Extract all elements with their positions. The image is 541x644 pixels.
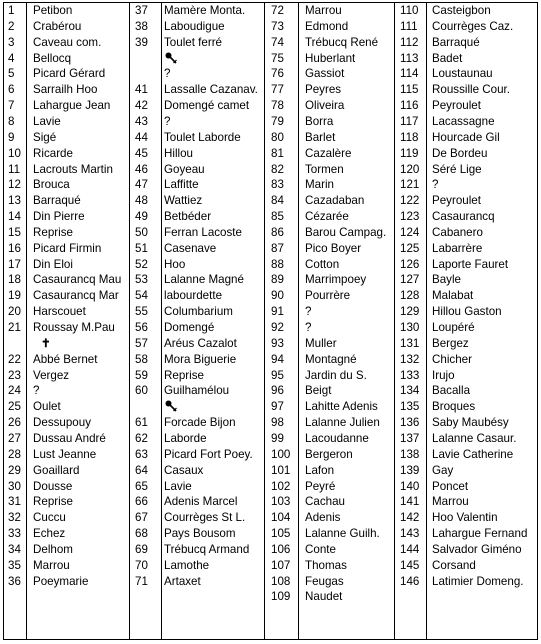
plot-name: Laffitte <box>164 178 199 192</box>
plot-number: 92 <box>271 321 284 334</box>
plot-name: Edmond <box>305 19 349 33</box>
plot-name: Sarrailh Hoo <box>33 83 98 97</box>
plot-number: 55 <box>135 305 148 319</box>
plot-number: 48 <box>135 194 148 208</box>
column-divider <box>298 2 299 640</box>
plot-name: Sigé <box>33 130 57 144</box>
plot-name: Marrou <box>305 4 342 17</box>
plot-number: 142 <box>400 511 420 525</box>
plot-name: Dousse <box>33 479 73 493</box>
plot-name: Poeymarie <box>33 574 89 588</box>
plot-name: Lahitte Adenis <box>305 400 378 414</box>
plot-name: Cuccu <box>33 511 66 525</box>
plot-number: 88 <box>271 257 284 271</box>
plot-number: 86 <box>271 225 284 239</box>
plot-name: Cézarée <box>305 210 349 224</box>
plot-number: 93 <box>271 336 284 350</box>
plot-name: Reprise <box>164 368 204 382</box>
plot-name: Barraqué <box>33 194 81 208</box>
plot-name: Lust Jeanne <box>33 447 97 461</box>
plot-number: 113 <box>400 51 419 65</box>
plot-number: 59 <box>135 368 148 382</box>
plot-name: Brouca <box>33 178 70 192</box>
plot-number: 10 <box>8 146 21 160</box>
plot-name: Toulet ferré <box>164 35 222 49</box>
plot-number: 128 <box>400 289 420 303</box>
plot-name: Wattiez <box>164 194 203 208</box>
plot-number: 18 <box>8 273 21 287</box>
plot-name: Mora Biguerie <box>164 352 237 366</box>
plot-number: 58 <box>135 352 148 366</box>
plot-name: Hillou <box>164 146 193 160</box>
plot-number: 12 <box>8 178 21 192</box>
plot-number: 112 <box>400 35 419 49</box>
plot-name: Goyeau <box>164 162 205 176</box>
plot-number: 16 <box>8 241 21 255</box>
plot-name: Pays Bousom <box>164 527 236 541</box>
plot-number: 61 <box>135 416 148 430</box>
plot-name: Marrimpoey <box>305 273 367 287</box>
plot-number: 126 <box>400 257 420 271</box>
column-divider <box>264 2 265 640</box>
plot-name: Ricarde <box>33 146 73 160</box>
plot-name: Malabat <box>432 289 474 303</box>
plot-name: Caveau com. <box>33 35 102 49</box>
plot-number: 34 <box>8 542 21 556</box>
plot-name: Toulet Laborde <box>164 130 241 144</box>
plot-number: 52 <box>135 257 148 271</box>
plot-number: 119 <box>400 146 419 160</box>
plot-number: 104 <box>271 511 291 525</box>
plot-name: Gassiot <box>305 67 345 81</box>
plot-number: 76 <box>271 67 284 81</box>
plot-number: 133 <box>400 368 420 382</box>
plot-name: Forcade Bijon <box>164 416 236 430</box>
plot-number: 136 <box>400 416 420 430</box>
column-divider <box>394 2 395 640</box>
plot-name: Lavie Catherine <box>432 447 514 461</box>
plot-number: 49 <box>135 210 148 224</box>
plot-number: 45 <box>135 146 148 160</box>
plot-number: 134 <box>400 384 420 398</box>
plot-name: Petibon <box>33 4 73 17</box>
plot-number: 60 <box>135 384 148 398</box>
plot-name: Lacrouts Martin <box>33 162 113 176</box>
plot-number: 11 <box>8 162 21 176</box>
column-divider <box>426 2 427 640</box>
plot-number: 89 <box>271 273 284 287</box>
plot-name: Casaurancq Mar <box>33 289 119 303</box>
plot-number: 62 <box>135 431 148 445</box>
plot-number: 66 <box>135 495 148 509</box>
plot-number: 98 <box>271 416 284 430</box>
plot-number: 140 <box>400 479 420 493</box>
plot-number: 85 <box>271 210 284 224</box>
plot-number: 131 <box>400 336 420 350</box>
plot-number: 108 <box>271 574 291 588</box>
plot-name: Din Pierre <box>33 210 85 224</box>
plot-name: labourdette <box>164 289 223 303</box>
plot-number: 33 <box>8 527 21 541</box>
plot-number: 80 <box>271 130 284 144</box>
plot-number: 4 <box>8 51 15 65</box>
plot-number: 22 <box>8 352 21 366</box>
plot-name: Cotton <box>305 257 340 271</box>
plot-number: 94 <box>271 352 284 366</box>
plot-name: ? <box>164 67 171 81</box>
plot-name: Ferran Lacoste <box>164 225 242 239</box>
plot-number: 25 <box>8 400 21 414</box>
plot-number: 109 <box>271 590 291 604</box>
plot-name: Gay <box>432 463 454 477</box>
plot-number: 72 <box>271 4 284 17</box>
plot-number: 24 <box>8 384 21 398</box>
plot-number: 122 <box>400 194 420 208</box>
plot-name: ? <box>164 114 171 128</box>
plot-name: Oliveira <box>305 99 345 113</box>
plot-number: 138 <box>400 447 420 461</box>
plot-number: 17 <box>8 257 21 271</box>
plot-number: 23 <box>8 368 21 382</box>
plot-number: 71 <box>135 574 148 588</box>
plot-number: 91 <box>271 305 284 319</box>
plot-number: 130 <box>400 321 420 334</box>
plot-number: 74 <box>271 35 284 49</box>
plot-name: Laporte Fauret <box>432 257 509 271</box>
plot-name: Conte <box>305 542 336 556</box>
plot-number: 47 <box>135 178 148 192</box>
plot-name: ? <box>305 321 312 334</box>
plot-name: Aréus Cazalot <box>164 336 237 350</box>
plot-name: Reprise <box>33 225 73 239</box>
plot-number: 82 <box>271 162 284 176</box>
plot-name: Marrou <box>33 558 70 572</box>
plot-name: Laboudigue <box>164 19 225 33</box>
plot-name: ? <box>432 178 439 192</box>
plot-number: 77 <box>271 83 284 97</box>
plot-number: 83 <box>271 178 284 192</box>
plot-number: 84 <box>271 194 284 208</box>
plot-name: Casaurancq Mau <box>33 273 122 287</box>
plot-number: 143 <box>400 527 420 541</box>
plot-name: Beigt <box>305 384 332 398</box>
plot-name: Picard Firmin <box>33 241 102 255</box>
plot-name: Lavie <box>33 114 61 128</box>
plot-name: Peyré <box>305 479 336 493</box>
plot-name: Naudet <box>305 590 343 604</box>
plot-number: 30 <box>8 479 21 493</box>
plot-number: 127 <box>400 273 420 287</box>
plot-name: Corsand <box>432 558 476 572</box>
plot-name: Laborde <box>164 431 207 445</box>
plot-name: Lalanne Casaur. <box>432 431 517 445</box>
plot-number: 7 <box>8 99 15 113</box>
plot-name: Domengé camet <box>164 99 250 113</box>
plot-number: 21 <box>8 321 21 334</box>
plot-name: Echez <box>33 527 66 541</box>
plot-number: 38 <box>135 19 148 33</box>
plot-number: 100 <box>271 447 291 461</box>
plot-name: Barou Campag. <box>305 225 387 239</box>
plot-number: 31 <box>8 495 21 509</box>
plot-name: Tormen <box>305 162 344 176</box>
plot-number: 115 <box>400 83 419 97</box>
plot-name: Poncet <box>432 479 469 493</box>
plot-name: Columbarium <box>164 305 233 319</box>
plot-name: Irujo <box>432 368 455 382</box>
plot-name: Lalanne Guilh. <box>305 527 380 541</box>
plot-number: 51 <box>135 241 148 255</box>
plot-name: Pourrère <box>305 289 351 303</box>
plot-number: 19 <box>8 289 21 303</box>
plot-name: Lacoudanne <box>305 431 369 445</box>
plot-name: Vergez <box>33 368 70 382</box>
plot-name: Crabérou <box>33 19 82 33</box>
plot-number: 39 <box>135 35 148 49</box>
plot-name: Barraqué <box>432 35 480 49</box>
plot-number: 146 <box>400 574 420 588</box>
plot-name: Bergeron <box>305 447 353 461</box>
plot-number: 15 <box>8 225 21 239</box>
plot-name: Cazadaban <box>305 194 365 208</box>
plot-number: 118 <box>400 130 419 144</box>
plot-number: 105 <box>271 527 291 541</box>
plot-name: Lalanne Julien <box>305 416 380 430</box>
plot-number: 96 <box>271 384 284 398</box>
plot-number: 73 <box>271 19 284 33</box>
plot-name: Guilhamélou <box>164 384 230 398</box>
plot-name: Dussau André <box>33 431 106 445</box>
plot-name: Chicher <box>432 352 472 366</box>
plot-number: 137 <box>400 431 420 445</box>
plot-name: Peyroulet <box>432 99 481 113</box>
plot-number: 43 <box>135 114 148 128</box>
plot-name: Hoo <box>164 257 186 271</box>
plot-name: Loupéré <box>432 321 475 334</box>
plot-number: 116 <box>400 99 419 113</box>
plot-name: Goaillard <box>33 463 80 477</box>
plot-name: Harscouet <box>33 305 86 319</box>
plot-number: 65 <box>135 479 148 493</box>
plot-name: Huberlant <box>305 51 356 65</box>
plot-number: 97 <box>271 400 284 414</box>
plot-number: 70 <box>135 558 148 572</box>
plot-number: 69 <box>135 542 148 556</box>
plot-number: 28 <box>8 447 21 461</box>
cross-icon: ✝ <box>41 336 51 350</box>
plot-name: Trébucq René <box>305 35 379 49</box>
plot-number: 103 <box>271 495 291 509</box>
column-divider <box>161 2 162 640</box>
column-divider <box>129 2 130 640</box>
plot-number: 135 <box>400 400 420 414</box>
plot-name: Cabanero <box>432 225 483 239</box>
plot-number: 78 <box>271 99 284 113</box>
plot-name: Lacassagne <box>432 114 495 128</box>
plot-name: Cazalère <box>305 146 352 160</box>
plot-name: Pico Boyer <box>305 241 362 255</box>
plot-number: 9 <box>8 130 15 144</box>
column-divider <box>26 2 27 640</box>
plot-number: 111 <box>400 19 418 33</box>
plot-name: Loustaunau <box>432 67 493 81</box>
plot-number: 46 <box>135 162 148 176</box>
plot-name: Thomas <box>305 558 347 572</box>
plot-name: Din Eloi <box>33 257 73 271</box>
plot-number: 42 <box>135 99 148 113</box>
plot-number: 2 <box>8 19 15 33</box>
plot-number: 75 <box>271 51 284 65</box>
plot-number: 44 <box>135 130 148 144</box>
plot-name: Lavie <box>164 479 192 493</box>
plot-name: De Bordeu <box>432 146 488 160</box>
plot-number: 64 <box>135 463 148 477</box>
plot-name: Casenave <box>164 241 217 255</box>
plot-number: 121 <box>400 178 420 192</box>
plot-name: Picard Fort Poey. <box>164 447 253 461</box>
plot-number: 32 <box>8 511 21 525</box>
plot-name: Lalanne Magné <box>164 273 244 287</box>
plot-name: Peyres <box>305 83 342 97</box>
plot-number: 79 <box>271 114 284 128</box>
plot-number: 29 <box>8 463 21 477</box>
plot-name: Courrèges St L. <box>164 511 246 525</box>
plot-name: Reprise <box>33 495 73 509</box>
plot-name: ? <box>305 305 312 319</box>
plot-name: Betbéder <box>164 210 212 224</box>
plot-name: Lahargue Fernand <box>432 527 528 541</box>
plot-number: 57 <box>135 336 148 350</box>
plot-name: Hourcade Gil <box>432 130 500 144</box>
plot-name: Dessupouy <box>33 416 92 430</box>
plot-name: Feugas <box>305 574 344 588</box>
plot-name: Montagné <box>305 352 357 366</box>
plot-name: Lahargue Jean <box>33 99 111 113</box>
plot-number: 26 <box>8 416 21 430</box>
plot-number: 120 <box>400 162 420 176</box>
plot-number: 99 <box>271 431 284 445</box>
plot-number: 27 <box>8 431 21 445</box>
plot-name: Abbé Bernet <box>33 352 98 366</box>
plot-number: 63 <box>135 447 148 461</box>
plot-number: 139 <box>400 463 420 477</box>
plot-number: 125 <box>400 241 420 255</box>
plot-name: Adenis Marcel <box>164 495 238 509</box>
plot-name: Cachau <box>305 495 345 509</box>
plot-name: Hoo Valentin <box>432 511 498 525</box>
plot-name: Barlet <box>305 130 336 144</box>
plot-name: Mamère Monta. <box>164 4 246 17</box>
plot-name: Trébucq Armand <box>164 542 250 556</box>
plot-number: 141 <box>400 495 420 509</box>
plot-name: Casaux <box>164 463 204 477</box>
plot-name: Marin <box>305 178 334 192</box>
plot-number: 114 <box>400 67 419 81</box>
plot-number: 124 <box>400 225 420 239</box>
plot-name: Casaurancq <box>432 210 495 224</box>
plot-number: 13 <box>8 194 21 208</box>
plot-name: Delhom <box>33 542 73 556</box>
plot-name: Roussille Cour. <box>432 83 510 97</box>
plot-number: 6 <box>8 83 15 97</box>
plot-number: 106 <box>271 542 291 556</box>
plot-name: Courrèges Caz. <box>432 19 514 33</box>
plot-number: 20 <box>8 305 21 319</box>
plot-number: 37 <box>135 4 148 17</box>
plot-name: Peyroulet <box>432 194 481 208</box>
plot-name: Bergez <box>432 336 469 350</box>
plot-number: 81 <box>271 146 284 160</box>
plot-number: 54 <box>135 289 148 303</box>
plot-number: 56 <box>135 321 148 334</box>
plot-number: 35 <box>8 558 21 572</box>
plot-name: Lafon <box>305 463 335 477</box>
plot-name: Oulet <box>33 400 61 414</box>
plot-name: Adenis <box>305 511 341 525</box>
plot-number: 87 <box>271 241 284 255</box>
plot-number: 14 <box>8 210 21 224</box>
plot-number: 95 <box>271 368 284 382</box>
plot-name: Bayle <box>432 273 462 287</box>
plot-number: 107 <box>271 558 291 572</box>
plot-name: Hillou Gaston <box>432 305 502 319</box>
plot-name: Muller <box>305 336 337 350</box>
plot-name: Marrou <box>432 495 469 509</box>
plot-number: 101 <box>271 463 291 477</box>
plot-name: Salvador Giméno <box>432 542 522 556</box>
plot-name: Roussay M.Pau <box>33 321 115 334</box>
plot-name: Jardin du S. <box>305 368 367 382</box>
plot-number: 41 <box>135 83 148 97</box>
plot-number: 145 <box>400 558 420 572</box>
plot-number: 123 <box>400 210 420 224</box>
plot-name: Domengé <box>164 321 215 334</box>
plot-number: 1 <box>8 4 15 17</box>
plot-name: Badet <box>432 51 463 65</box>
plot-name: Artaxet <box>164 574 201 588</box>
plot-number: 50 <box>135 225 148 239</box>
plot-number: 132 <box>400 352 420 366</box>
plot-name: Bacalla <box>432 384 471 398</box>
plot-number: 3 <box>8 35 15 49</box>
plot-name: Casteigbon <box>432 4 491 17</box>
plot-number: 36 <box>8 574 21 588</box>
plot-number: 90 <box>271 289 284 303</box>
plot-name: Lassalle Cazanav. <box>164 83 258 97</box>
plot-number: 68 <box>135 527 148 541</box>
plot-name: ? <box>33 384 40 398</box>
plot-number: 67 <box>135 511 148 525</box>
plot-number: 110 <box>400 4 419 17</box>
plot-name: Borra <box>305 114 334 128</box>
plot-name: Bellocq <box>33 51 72 65</box>
plot-name: Lamothe <box>164 558 210 572</box>
plot-name: Latimier Domeng. <box>432 574 524 588</box>
plot-name: Broques <box>432 400 476 414</box>
plot-number: 102 <box>271 479 291 493</box>
plot-name: Labarrère <box>432 241 483 255</box>
plot-number: 5 <box>8 67 15 81</box>
plot-number: 129 <box>400 305 420 319</box>
plot-name: Séré Lige <box>432 162 482 176</box>
plot-number: 117 <box>400 114 419 128</box>
plot-number: 53 <box>135 273 148 287</box>
plot-number: 8 <box>8 114 15 128</box>
plot-number: 144 <box>400 542 420 556</box>
plot-name: Picard Gérard <box>33 67 106 81</box>
plot-name: Saby Maubésy <box>432 416 509 430</box>
